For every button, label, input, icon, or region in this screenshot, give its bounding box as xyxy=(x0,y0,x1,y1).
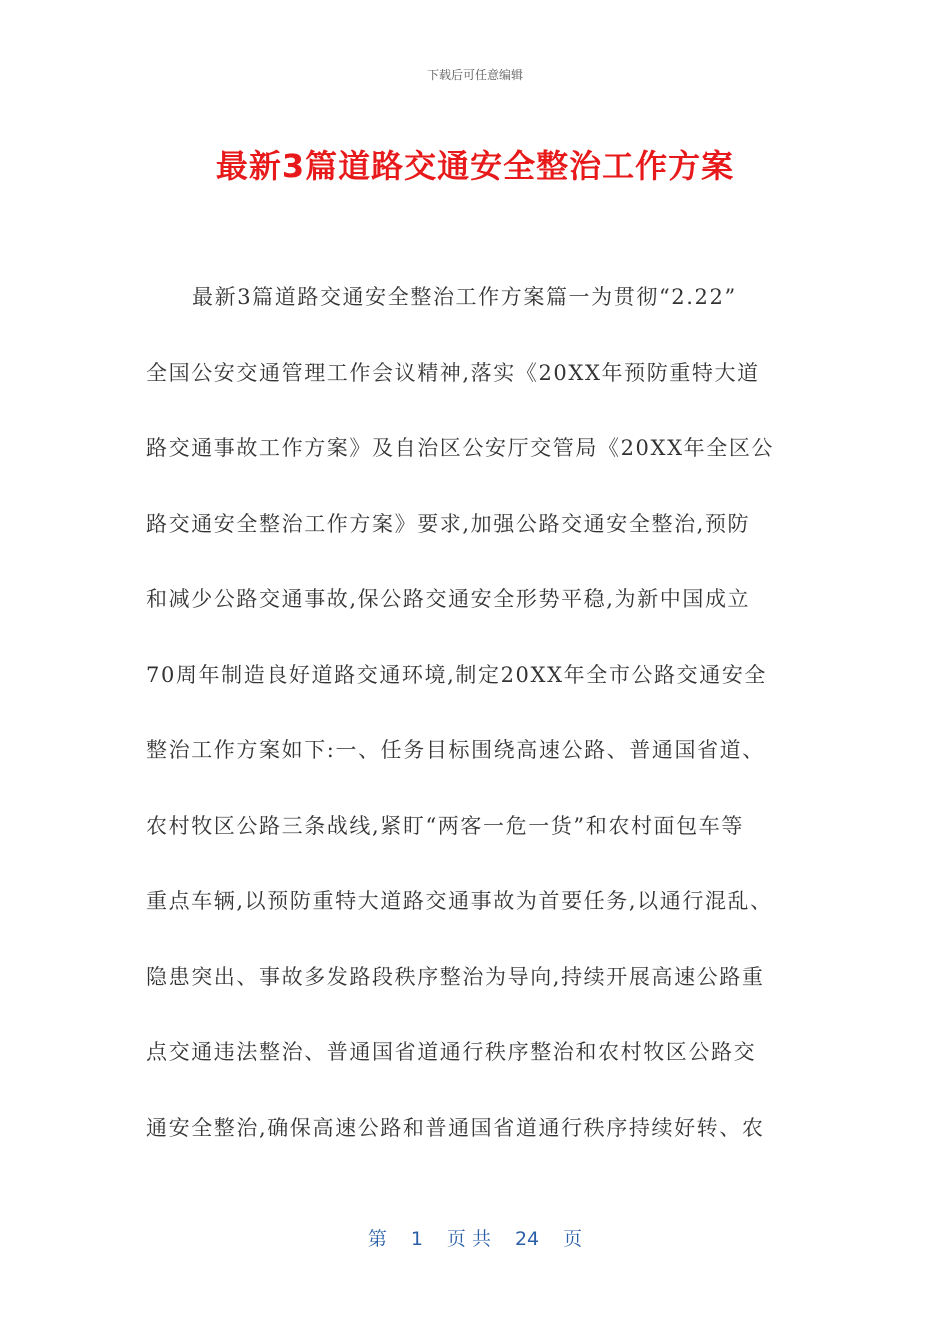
body-line: 点交通违法整治、普通国省道通行秩序整治和农村牧区公路交 xyxy=(146,1040,757,1064)
header-note: 下载后可任意编辑 xyxy=(426,68,523,82)
body-line: 和减少公路交通事故,保公路交通安全形势平稳,为新中国成立 xyxy=(146,587,751,611)
footer-suffix: 页 xyxy=(563,1228,583,1250)
body-line: 农村牧区公路三条战线,紧盯“两客一危一货”和农村面包车等 xyxy=(146,813,744,838)
document-body xyxy=(146,260,806,1166)
body-line: 重点车辆,以预防重特大道路交通事故为首要任务,以通行混乱、 xyxy=(146,889,773,913)
current-page-number: 1 xyxy=(410,1228,423,1250)
body-line: 最新3篇道路交通安全整治工作方案篇一为贯彻“2.22” xyxy=(192,285,737,309)
body-line: 整治工作方案如下:一、任务目标围绕高速公路、普通国省道、 xyxy=(146,738,765,762)
body-line: 路交通安全整治工作方案》要求,加强公路交通安全整治,预防 xyxy=(146,511,751,536)
body-line: 隐患突出、事故多发路段秩序整治为导向,持续开展高速公路重 xyxy=(146,964,765,989)
document-title: 最新3篇道路交通安全整治工作方案 xyxy=(215,147,735,185)
footer-middle: 页 共 xyxy=(446,1228,491,1250)
footer-prefix: 第 xyxy=(367,1228,387,1250)
total-pages-number: 24 xyxy=(514,1228,540,1250)
body-line: 路交通事故工作方案》及自治区公安厅交管局《20XX年全区公 xyxy=(146,436,775,460)
page-footer xyxy=(0,1224,950,1251)
body-line: 全国公安交通管理工作会议精神,落实《20XX年预防重特大道 xyxy=(146,360,760,385)
body-line: 通安全整治,确保高速公路和普通国省道通行秩序持续好转、农 xyxy=(146,1115,765,1140)
body-line: 70周年制造良好道路交通环境,制定20XX年全市公路交通安全 xyxy=(146,662,768,687)
